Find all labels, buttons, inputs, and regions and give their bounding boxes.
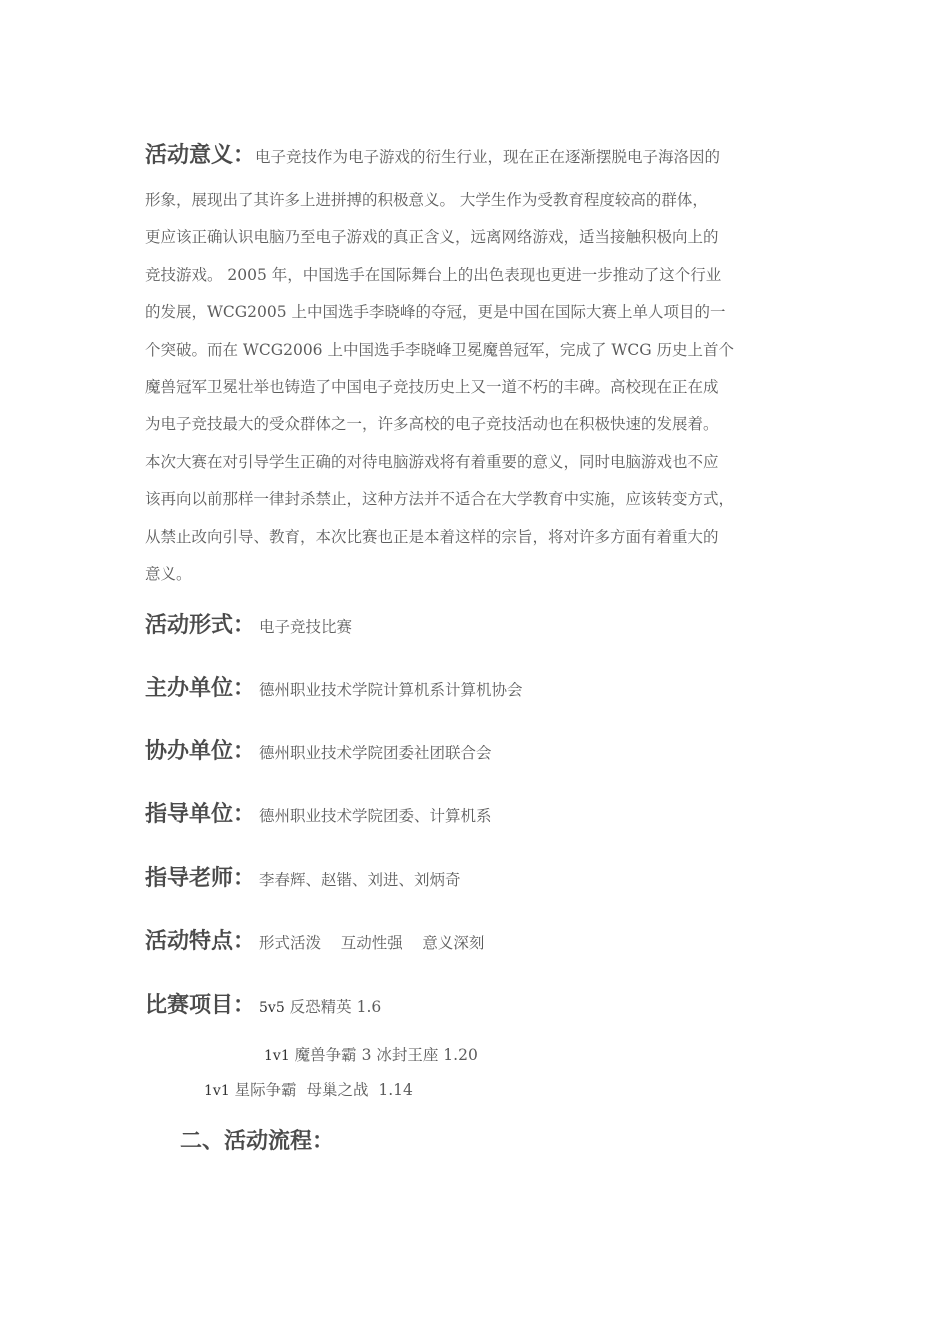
teachers-row — [145, 861, 461, 892]
co-host-heading: 协办单位： — [145, 739, 256, 764]
game-mode: 1v1 — [204, 1083, 230, 1099]
form-value: 电子竞技比赛 — [259, 618, 353, 636]
meaning-line: 意义。 — [145, 564, 192, 583]
meaning-first-line — [145, 139, 785, 173]
game-item — [259, 995, 381, 1017]
features-row — [145, 924, 484, 955]
meaning-line: 为电子竞技最大的受众群体之一，许多高校的电子竞技活动也在积极快速的发展着。 — [145, 415, 719, 434]
game-item — [204, 1078, 413, 1100]
meaning-line: 魔兽冠军卫冕壮举也铸造了中国电子竞技历史上又一道不朽的丰碑。高校现在正在成 — [145, 377, 719, 396]
meaning-heading: 活动意义： — [145, 143, 256, 168]
meaning-line: 更应该正确认识电脑乃至电子游戏的真正含义，远离网络游戏，适当接触积极向上的 — [145, 228, 719, 247]
co-host-value: 德州职业技术学院团委社团联合会 — [259, 744, 492, 762]
co-host-row — [145, 734, 492, 765]
meaning-line: 从禁止改向引导、教育，本次比赛也正是本着这样的宗旨，将对许多方面有着重大的 — [145, 527, 719, 546]
games-heading: 比赛项目： — [145, 993, 256, 1018]
meaning-line: 的发展，WCG2005 上中国选手李晓峰的夺冠，更是中国在国际大赛上单人项目的一 — [145, 303, 726, 322]
game-mode: 1v1 — [264, 1048, 290, 1064]
meaning-line: 竞技游戏。 2005 年，中国选手在国际舞台上的出色表现也更进一步推动了这个行业 — [145, 265, 722, 284]
section-title: 二、活动流程： — [180, 1129, 335, 1154]
meaning-line: 电子竞技作为电子游戏的衍生行业，现在正在逐渐摆脱电子海洛因的 — [255, 148, 721, 166]
host-value: 德州职业技术学院计算机系计算机协会 — [259, 681, 523, 699]
activity-meaning-section — [145, 139, 785, 593]
teachers-value: 李春辉、赵锴、刘进、刘炳奇 — [259, 871, 461, 889]
guide-unit-value: 德州职业技术学院团委、计算机系 — [259, 807, 492, 825]
host-row — [145, 671, 523, 702]
game-item — [264, 1043, 478, 1065]
meaning-line: 个突破。而在 WCG2006 上中国选手李晓峰卫冕魔兽冠军，完成了 WCG 历史上首个 — [145, 340, 735, 359]
games-row — [145, 988, 381, 1019]
guide-unit-row — [145, 797, 492, 828]
features-heading: 活动特点： — [145, 929, 256, 954]
activity-form-row — [145, 608, 352, 639]
features-value: 形式活泼 互动性强 意义深刻 — [259, 934, 485, 952]
meaning-line: 形象，展现出了其许多上进拼搏的积极意义。 大学生作为受教育程度较高的群体， — [145, 191, 708, 209]
form-heading: 活动形式： — [145, 613, 256, 638]
game-name: 魔兽争霸 3 冰封王座 1.20 — [289, 1046, 478, 1064]
meaning-line: 本次大赛在对引导学生正确的对待电脑游戏将有着重要的意义，同时电脑游戏也不应 — [145, 452, 719, 471]
guide-unit-heading: 指导单位： — [145, 802, 256, 827]
meaning-line: 该再向以前那样一律封杀禁止，这种方法并不适合在大学教育中实施，应该转变方式， — [145, 490, 735, 509]
game-name: 星际争霸 母巢之战 1.14 — [229, 1081, 413, 1099]
teachers-heading: 指导老师： — [145, 866, 256, 891]
host-heading: 主办单位： — [145, 676, 256, 701]
game-name: 反恐精英 1.6 — [284, 998, 382, 1016]
game-mode: 5v5 — [259, 1000, 285, 1016]
